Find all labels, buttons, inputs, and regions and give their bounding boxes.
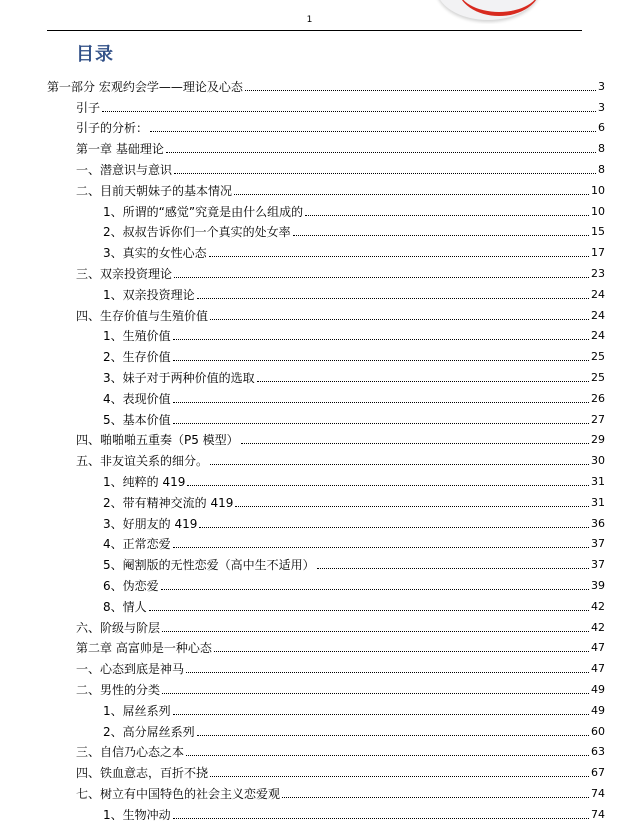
toc-entry[interactable] [103,406,605,427]
toc-entry[interactable] [103,718,605,739]
toc-entry-page: 39 [591,578,605,592]
toc-entry-label: 2、带有精神交流的 419 [103,495,234,510]
toc-entry-page: 24 [591,329,605,343]
toc-entry-label: 一、潜意识与意识 [76,162,173,177]
toc-entry-page: 37 [591,537,605,551]
toc-entry-label: 3、真实的女性心态 [103,246,207,261]
toc-dot-leader [245,90,596,91]
toc-entry-label: 5、阉割版的无性恋爱（高中生不适用） [103,558,315,573]
toc-entry-label: 第二章 高富帅是一种心态 [76,641,212,656]
toc-dot-leader [161,589,589,590]
toc-entry-page: 49 [591,703,605,717]
toc-entry-label: 5、基本价值 [103,412,171,427]
toc-entry[interactable] [103,198,605,219]
toc-entry-label: 引子 [76,100,101,115]
toc-entry-label: 3、妹子对于两种价值的选取 [103,370,255,385]
toc-dot-leader [199,527,589,528]
toc-entry-page: 31 [591,474,605,488]
toc-entry[interactable] [76,115,605,136]
toc-entry-page: 8 [598,162,605,176]
toc-entry-label: 四、生存价值与生殖价值 [76,308,209,323]
toc-entry-page: 10 [591,183,605,197]
toc-entry[interactable] [103,572,605,593]
toc-entry-label: 第一章 基础理论 [76,142,164,157]
toc-entry[interactable] [103,510,605,531]
toc-dot-leader [214,651,589,652]
toc-entry[interactable] [103,551,605,572]
toc-entry[interactable] [76,614,605,635]
toc-dot-leader [173,402,589,403]
toc-entry-label: 七、树立有中国特色的社会主义恋爱观 [76,786,281,801]
toc-dot-leader [197,735,589,736]
toc-entry-page: 30 [591,454,605,468]
toc-entry-page: 63 [591,745,605,759]
toc-dot-leader [234,194,589,195]
toc-dot-leader [173,818,589,819]
toc-entry[interactable] [76,427,605,448]
toc-entry[interactable] [76,135,605,156]
toc-entry-label: 1、所谓的“感觉”究竟是由什么组成的 [103,204,304,219]
toc-dot-leader [197,298,589,299]
toc-entry[interactable] [47,73,605,94]
toc-entry-label: 四、铁血意志，百折不挠 [76,766,209,781]
toc-dot-leader [210,319,589,320]
toc-entry-label: 6、伪恋爱 [103,578,159,593]
toc-entry[interactable] [103,801,605,822]
toc-entry[interactable] [76,635,605,656]
toc-dot-leader [241,443,589,444]
toc-entry-page: 25 [591,350,605,364]
toc-title: 目录 [76,44,114,65]
toc-entry-page: 37 [591,558,605,572]
toc-dot-leader [257,381,589,382]
toc-entry[interactable] [103,489,605,510]
toc-entry[interactable] [76,177,605,198]
toc-entry[interactable] [76,447,605,468]
toc-dot-leader [174,277,589,278]
toc-entry[interactable] [103,219,605,240]
toc-entry-page: 74 [591,807,605,821]
toc-entry-page: 29 [591,433,605,447]
toc-dot-leader [166,152,596,153]
toc-entry-page: 8 [598,142,605,156]
toc-entry-page: 47 [591,641,605,655]
toc-entry-page: 24 [591,308,605,322]
toc-entry[interactable] [103,593,605,614]
toc-dot-leader [150,131,596,132]
toc-dot-leader [102,111,596,112]
toc-entry-page: 47 [591,662,605,676]
toc-dot-leader [209,256,589,257]
toc-entry-page: 74 [591,786,605,800]
toc-entry-label: 4、正常恋爱 [103,537,171,552]
toc-entry[interactable] [103,281,605,302]
toc-dot-leader [173,360,589,361]
toc-entry-label: 1、生物冲动 [103,807,171,822]
toc-entry-page: 26 [591,391,605,405]
toc-entry-page: 3 [598,100,605,114]
toc-entry-label: 第一部分 宏观约会学——理论及心态 [47,79,243,94]
toc-entry-label: 五、非友谊关系的细分。 [76,454,209,469]
toc-entry[interactable] [76,739,605,760]
toc-entry[interactable] [103,468,605,489]
toc-dot-leader [186,672,589,673]
toc-entry-label: 1、生殖价值 [103,329,171,344]
toc-entry-page: 3 [598,79,605,93]
toc-entry-label: 三、双亲投资理论 [76,266,173,281]
toc-entry-label: 三、自信乃心态之本 [76,745,185,760]
toc-entry-label: 二、男性的分类 [76,682,161,697]
toc-entry-page: 67 [591,766,605,780]
toc-dot-leader [186,755,589,756]
toc-dot-leader [210,776,589,777]
toc-entry-label: 1、双亲投资理论 [103,287,195,302]
header-rule [47,30,582,31]
toc-dot-leader [174,173,596,174]
toc-entry[interactable] [76,94,605,115]
header-decoration-image [428,0,548,24]
toc-dot-leader [282,797,589,798]
toc-entry-page: 24 [591,287,605,301]
toc-entry-page: 31 [591,495,605,509]
toc-dot-leader [293,235,589,236]
toc-entry[interactable] [103,343,605,364]
toc-entry-label: 一、心态到底是神马 [76,662,185,677]
toc-entry-page: 23 [591,266,605,280]
toc-entry-label: 2、生存价值 [103,350,171,365]
toc-entry-page: 10 [591,204,605,218]
toc-entry[interactable] [76,260,605,281]
toc-entry[interactable] [103,239,605,260]
toc-dot-leader [317,568,589,569]
toc-entry[interactable] [103,697,605,718]
toc-dot-leader [162,631,589,632]
toc-dot-leader [235,506,589,507]
toc-entry-label: 1、屌丝系列 [103,703,171,718]
toc-entry-label: 8、情人 [103,599,147,614]
toc-entry-page: 36 [591,516,605,530]
toc-entry-label: 六、阶级与阶层 [76,620,161,635]
toc-entry[interactable] [103,323,605,344]
toc-dot-leader [162,693,589,694]
toc-entry-label: 4、表现价值 [103,391,171,406]
toc-entry-page: 49 [591,682,605,696]
toc-dot-leader [149,610,589,611]
toc-entry[interactable] [103,364,605,385]
toc-dot-leader [210,464,589,465]
toc-entry-page: 25 [591,370,605,384]
toc-entry-page: 6 [598,121,605,135]
toc-entry-page: 42 [591,620,605,634]
toc-entry[interactable] [76,676,605,697]
toc-entry[interactable] [76,780,605,801]
toc-entry-page: 42 [591,599,605,613]
toc-entry[interactable] [103,531,605,552]
toc-dot-leader [187,485,589,486]
toc-entry[interactable] [76,655,605,676]
toc-entry-label: 1、纯粹的 419 [103,474,186,489]
toc-entry[interactable] [76,302,605,323]
toc-dot-leader [173,714,589,715]
toc-entry-page: 15 [591,225,605,239]
toc-dot-leader [173,423,589,424]
page-number: 1 [306,15,313,25]
toc-entry-label: 二、目前天朝妹子的基本情况 [76,183,233,198]
toc-entry-label: 四、啪啪啪五重奏（P5 模型） [76,433,239,448]
toc-entry[interactable] [76,759,605,780]
toc-entry[interactable] [76,156,605,177]
toc-entry-page: 17 [591,246,605,260]
toc-dot-leader [173,547,589,548]
toc-dot-leader [305,215,589,216]
toc-entry-page: 27 [591,412,605,426]
toc-entry-label: 引子的分析： [76,121,149,136]
toc-entry-label: 2、高分屌丝系列 [103,724,195,739]
toc-dot-leader [173,339,589,340]
toc-entry[interactable] [103,385,605,406]
toc-entry-page: 60 [591,724,605,738]
toc-entry-label: 3、好朋友的 419 [103,516,198,531]
toc-entry-label: 2、叔叔告诉你们一个真实的处女率 [103,225,291,240]
